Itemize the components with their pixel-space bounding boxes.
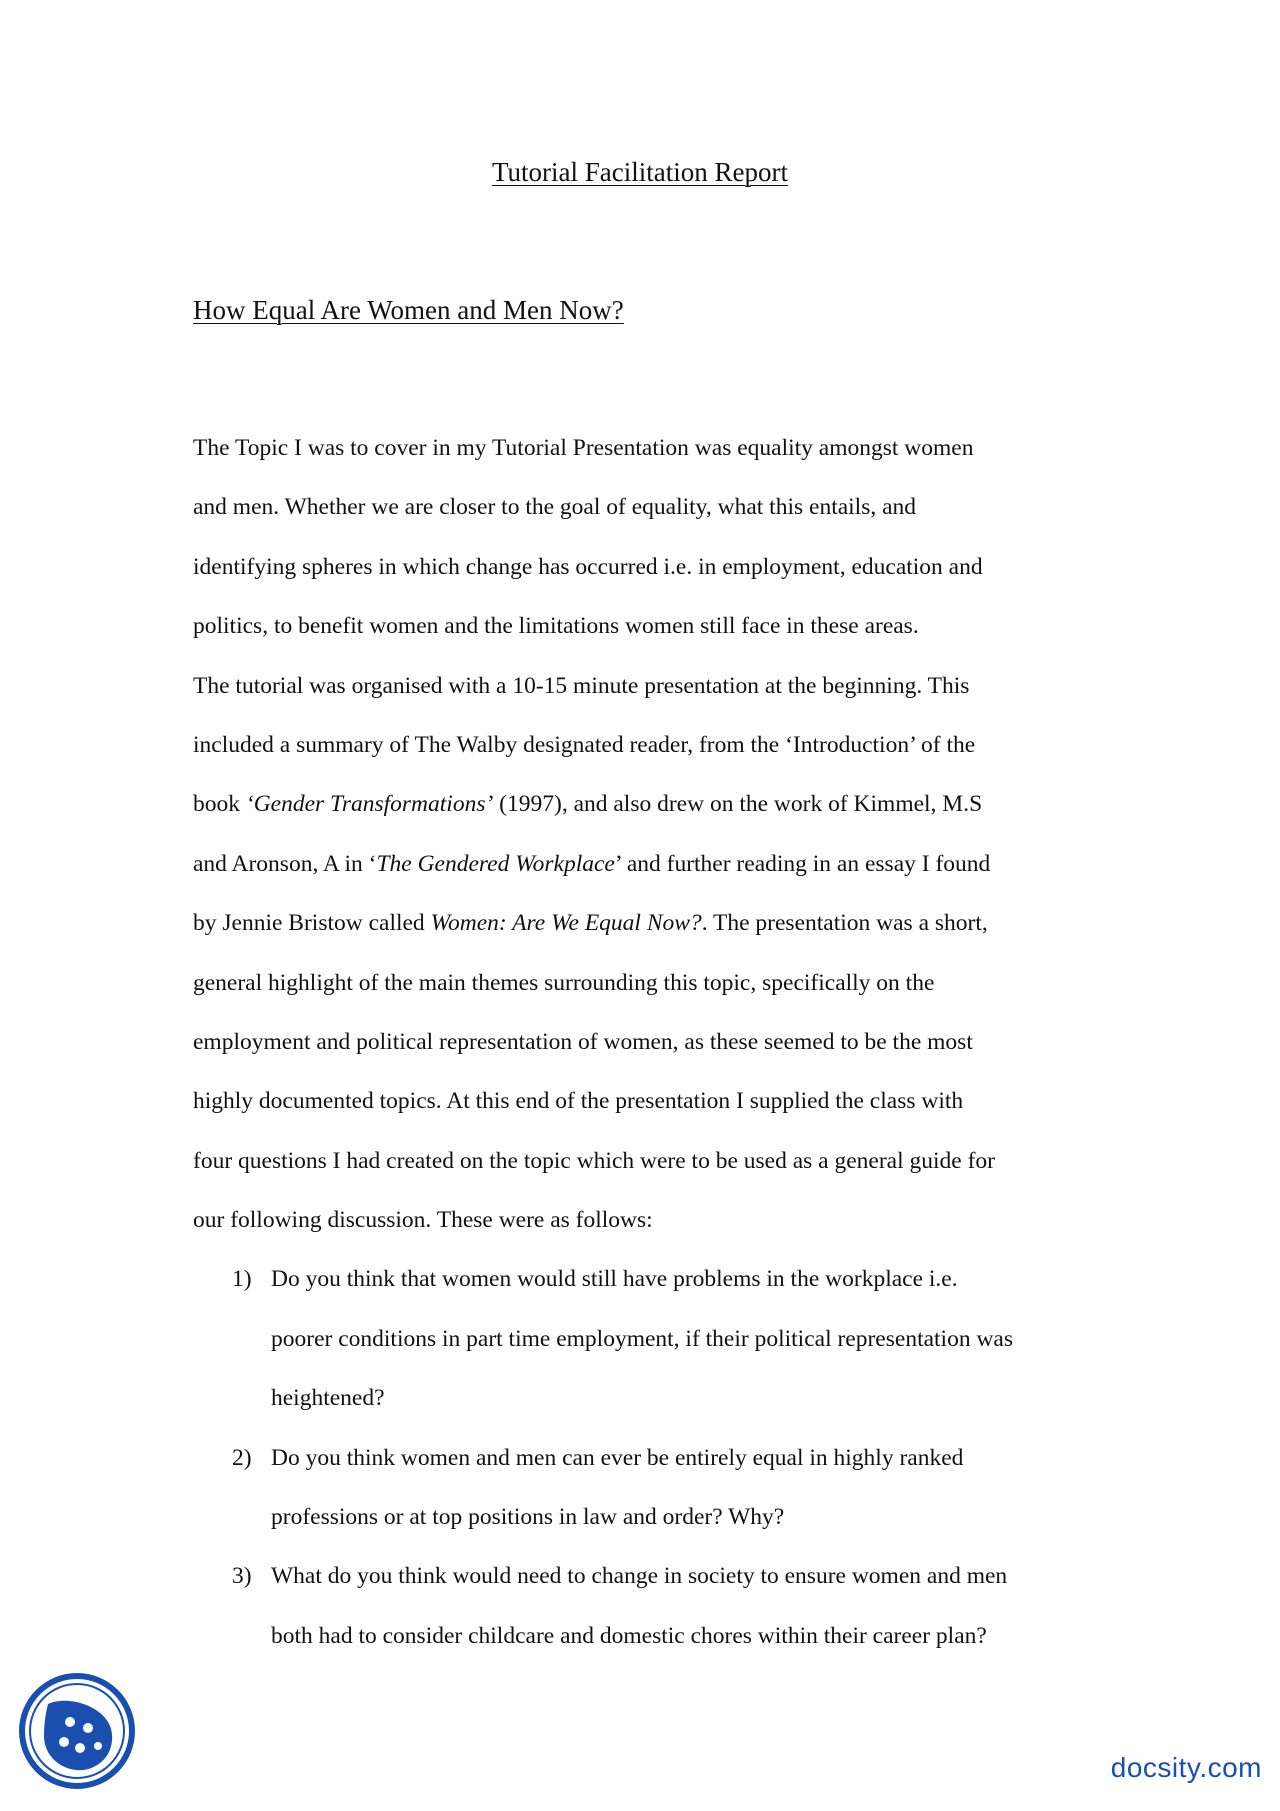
question-line: Do you think that women would still have problems in the workplace i.e. — [271, 1266, 958, 1293]
body-line: politics, to benefit women and the limitations women still face in these areas. — [193, 613, 919, 640]
docsity-brand-link[interactable]: docsity.com — [1110, 1752, 1262, 1783]
question-line: Do you think women and men can ever be entirely equal in highly ranked — [271, 1444, 964, 1471]
question-line: heightened? — [271, 1385, 385, 1412]
docsity-logo-icon — [18, 1672, 136, 1790]
body-text-run: and Aronson, A in ‘ — [193, 850, 377, 877]
body-text-run: by Jennie Bristow called — [193, 910, 431, 937]
question-line: both had to consider childcare and domestic chores within their career plan? — [271, 1622, 987, 1649]
body-line: four questions I had created on the topic which were to be used as a general guide for — [193, 1147, 995, 1174]
question-list — [193, 1250, 1093, 1666]
body-text — [193, 419, 1093, 1666]
body-line: general highlight of the main themes surrounding this topic, specifically on the — [193, 969, 935, 996]
question-item — [193, 1429, 1093, 1548]
body-line — [193, 835, 1093, 894]
body-text-run: (1997), and also drew on the work of Kimmel, M.S — [493, 791, 983, 818]
body-text-run: . The presentation was a short, — [701, 910, 988, 937]
question-item — [193, 1250, 1093, 1428]
question-item — [193, 1547, 1093, 1666]
body-text-run: book — [193, 791, 246, 818]
body-line: The Topic I was to cover in my Tutorial Presentation was equality amongst women — [193, 435, 974, 461]
section-heading-text: How Equal Are Women and Men Now? — [193, 295, 624, 325]
docsity-logo-svg — [18, 1672, 136, 1790]
book-title: The Gendered Workplace — [376, 850, 615, 877]
question-line: poorer conditions in part time employment, if their political representation was — [271, 1325, 1014, 1352]
question-number: 3) — [232, 1563, 252, 1590]
body-line: our following discussion. These were as follows: — [193, 1207, 653, 1234]
body-line: employment and political representation of women, as these seemed to be the most — [193, 1028, 973, 1055]
body-line: The tutorial was organised with a 10-15 minute presentation at the beginning. This — [193, 672, 970, 699]
body-line — [193, 894, 1093, 953]
question-line: professions or at top positions in law and order? Why? — [271, 1504, 785, 1531]
page-title-text: Tutorial Facilitation Report — [492, 157, 788, 187]
question-number: 2) — [232, 1444, 252, 1471]
question-line: What do you think would need to change in society to ensure women and men — [271, 1563, 1008, 1590]
page-title — [0, 155, 1280, 189]
body-line: included a summary of The Walby designated reader, from the ‘Introduction’ of the — [193, 731, 976, 758]
book-title: ‘Gender Transformations’ — [245, 791, 494, 818]
body-line: identifying spheres in which change has occurred i.e. in employment, education and — [193, 553, 983, 580]
body-line: highly documented topics. At this end of the presentation I supplied the class with — [193, 1088, 964, 1115]
essay-title: Women: Are We Equal Now? — [430, 910, 702, 937]
body-text-run: ’ and further reading in an essay I found — [614, 850, 991, 877]
question-number: 1) — [232, 1266, 252, 1293]
body-line — [193, 775, 1093, 834]
body-line: and men. Whether we are closer to the goal of equality, what this entails, and — [193, 494, 917, 521]
section-heading — [193, 293, 624, 327]
